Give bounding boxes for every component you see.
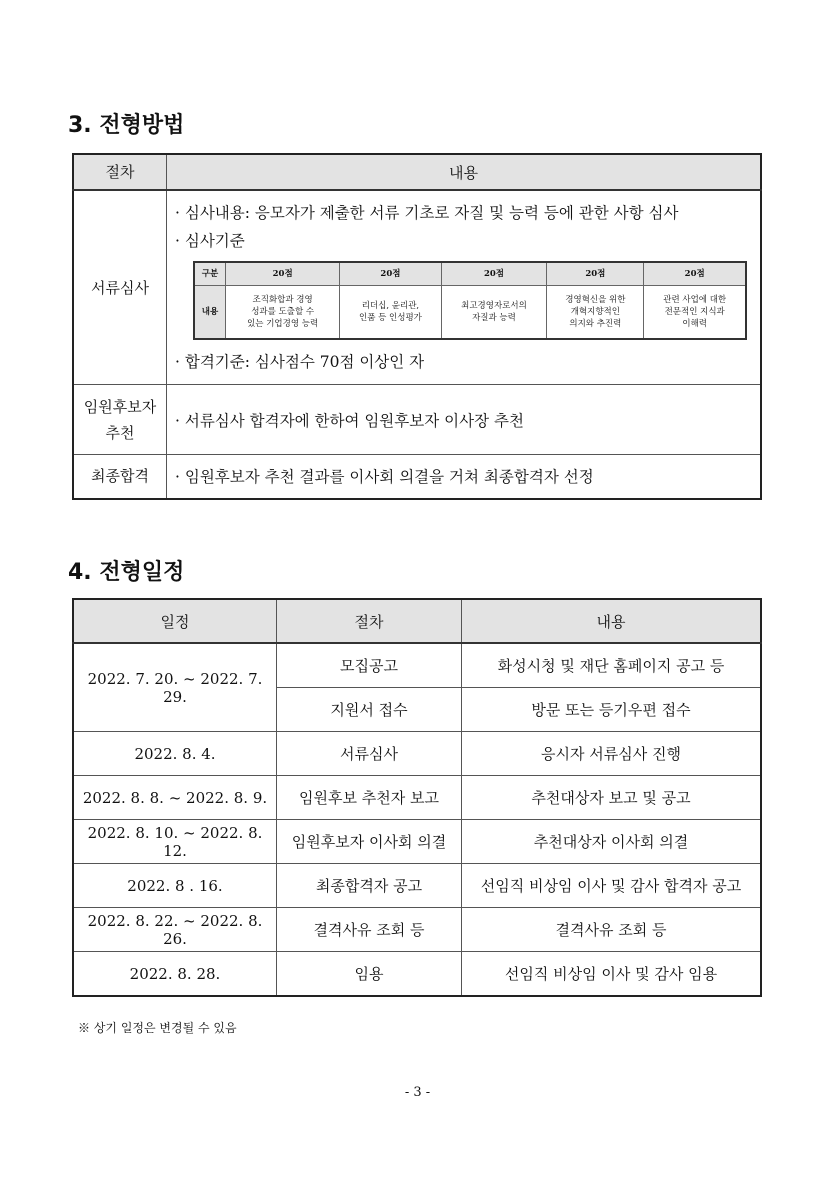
doc-review-content xyxy=(167,190,762,385)
schedule-date: 2022. 8. 28. xyxy=(73,952,277,997)
criteria-item-line: 경영혁신을 위한 xyxy=(565,295,626,305)
schedule-step: 최종합격자 공고 xyxy=(277,864,462,908)
schedule-date: 2022. 8. 8. ~ 2022. 8. 9. xyxy=(73,776,277,820)
recommend-label xyxy=(73,385,167,455)
criteria-item-line: 최고경영자로서의 xyxy=(461,301,527,311)
recommend-label-line2: 추천 xyxy=(105,423,135,442)
schedule-date: 2022. 8. 22. ~ 2022. 8. 26. xyxy=(73,908,277,952)
schedule-step: 임원후보자 이사회 의결 xyxy=(277,820,462,864)
criteria-row-label: 내용 xyxy=(194,286,226,340)
final-label: 최종합격 xyxy=(73,455,167,499)
header-step: 절차 xyxy=(73,154,167,190)
criteria-item-line: 의지와 추진력 xyxy=(569,319,622,329)
criteria-item xyxy=(226,286,340,340)
schedule-content: 선임직 비상임 이사 및 감사 임용 xyxy=(462,952,762,997)
criteria-item-line: 조직화합과 경영 xyxy=(252,295,313,305)
schedule-content: 방문 또는 등기우편 접수 xyxy=(462,688,762,732)
table-row xyxy=(73,776,761,820)
schedule-step: 결격사유 조회 등 xyxy=(277,908,462,952)
final-content: · 임원후보자 추천 결과를 이사회 의결을 거쳐 최종합격자 선정 xyxy=(167,455,762,499)
schedule-content: 선임직 비상임 이사 및 감사 합격자 공고 xyxy=(462,864,762,908)
doc-review-line1: · 심사내용: 응모자가 제출한 서류 기초로 자질 및 능력 등에 관한 사항 심사 xyxy=(175,204,679,222)
recommend-content: · 서류심사 합격자에 한하여 임원후보자 이사장 추천 xyxy=(167,385,762,455)
criteria-item-line: 성과를 도출할 수 xyxy=(251,307,315,317)
criteria-score: 20점 xyxy=(441,262,547,286)
doc-review-line2: · 심사기준 xyxy=(175,232,245,250)
table-row xyxy=(73,864,761,908)
criteria-item-line: 개혁지향적인 xyxy=(570,307,620,317)
criteria-item-line: 자질과 능력 xyxy=(472,313,516,323)
table-row xyxy=(73,908,761,952)
criteria-item-line: 있는 기업경영 능력 xyxy=(247,319,319,329)
schedule-step: 서류심사 xyxy=(277,732,462,776)
criteria-score: 20점 xyxy=(547,262,644,286)
schedule-note: ※ 상기 일정은 변경될 수 있음 xyxy=(78,1021,237,1035)
criteria-item-line: 관련 사업에 대한 xyxy=(663,295,727,305)
criteria-item-line: 인품 등 인성평가 xyxy=(359,313,422,323)
schedule-content: 추천대상자 이사회 의결 xyxy=(462,820,762,864)
criteria-col-head: 구분 xyxy=(194,262,226,286)
criteria-item xyxy=(340,286,441,340)
section4-title: 4. 전형일정 xyxy=(68,560,185,585)
schedule-step: 모집공고 xyxy=(277,643,462,688)
recommend-label-line1: 임원후보자 xyxy=(83,397,157,416)
criteria-score: 20점 xyxy=(340,262,441,286)
header-step: 절차 xyxy=(277,599,462,643)
schedule-step: 임용 xyxy=(277,952,462,997)
schedule-content: 추천대상자 보고 및 공고 xyxy=(462,776,762,820)
schedule-content: 화성시청 및 재단 홈페이지 공고 등 xyxy=(462,643,762,688)
schedule-content: 결격사유 조회 등 xyxy=(462,908,762,952)
criteria-score: 20점 xyxy=(644,262,746,286)
criteria-item-line: 이해력 xyxy=(682,319,707,329)
schedule-date: 2022. 8. 10. ~ 2022. 8. 12. xyxy=(73,820,277,864)
table-row xyxy=(73,732,761,776)
table-row xyxy=(73,643,761,688)
schedule-content: 응시자 서류심사 진행 xyxy=(462,732,762,776)
schedule-date: 2022. 8 . 16. xyxy=(73,864,277,908)
criteria-item xyxy=(547,286,644,340)
header-content: 내용 xyxy=(462,599,762,643)
schedule-date: 2022. 7. 20. ~ 2022. 7. 29. xyxy=(73,643,277,732)
doc-review-label: 서류심사 xyxy=(73,190,167,385)
header-date: 일정 xyxy=(73,599,277,643)
section3-title: 3. 전형방법 xyxy=(68,113,185,138)
schedule-step: 지원서 접수 xyxy=(277,688,462,732)
criteria-item-line: 전문적인 지식과 xyxy=(664,307,725,317)
doc-review-line3: · 합격기준: 심사점수 70점 이상인 자 xyxy=(175,353,425,371)
schedule-step: 임원후보 추천자 보고 xyxy=(277,776,462,820)
table-row xyxy=(73,820,761,864)
criteria-item xyxy=(644,286,746,340)
table-row xyxy=(73,952,761,997)
header-content: 내용 xyxy=(167,154,762,190)
criteria-score: 20점 xyxy=(226,262,340,286)
criteria-item xyxy=(441,286,547,340)
criteria-item-line: 리더십, 윤리관, xyxy=(361,301,420,311)
page-number: - 3 - xyxy=(404,1085,431,1100)
schedule-date: 2022. 8. 4. xyxy=(73,732,277,776)
schedule-table xyxy=(72,598,762,997)
selection-method-table xyxy=(72,153,762,500)
criteria-table xyxy=(193,261,747,340)
